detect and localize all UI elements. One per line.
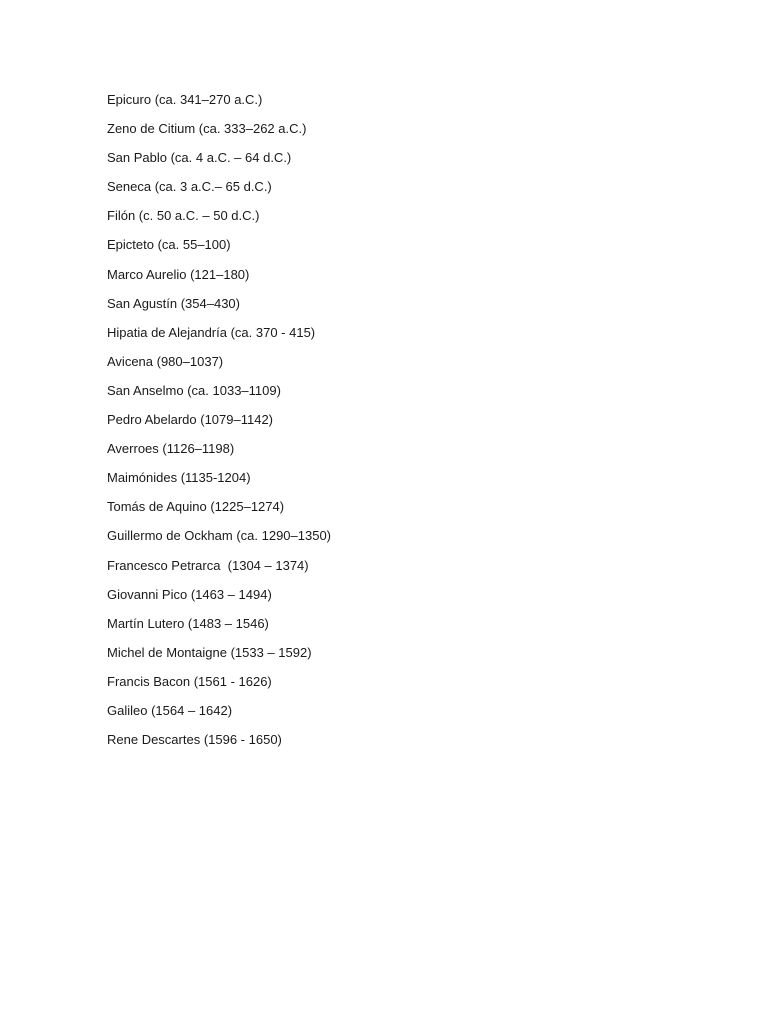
list-item: Epicuro (ca. 341–270 a.C.) — [107, 92, 263, 107]
list-item: Pedro Abelardo (1079–1142) — [107, 412, 273, 428]
list-item: Martín Lutero (1483 – 1546) — [107, 615, 269, 631]
list-item: Francesco Petrarca (1304 – 1374) — [107, 557, 309, 573]
list-item: Seneca (ca. 3 a.C.– 65 d.C.) — [107, 179, 272, 195]
list-item: Maimónides (1135-1204) — [107, 470, 251, 486]
list-item: Rene Descartes (1596 - 1650) — [107, 732, 282, 748]
list-item: Zeno de Citium (ca. 333–262 a.C.) — [107, 121, 307, 137]
philosopher-list — [107, 91, 331, 760]
list-item: San Pablo (ca. 4 a.C. – 64 d.C.) — [107, 150, 292, 166]
list-item: Averroes (1126–1198) — [107, 441, 235, 457]
list-item: San Agustín (354–430) — [107, 295, 240, 311]
list-item: Tomás de Aquino (1225–1274) — [107, 499, 285, 515]
list-item: Epicteto (ca. 55–100) — [107, 237, 231, 253]
list-item: Giovanni Pico (1463 – 1494) — [107, 586, 272, 602]
list-item: Galileo (1564 – 1642) — [107, 702, 233, 718]
list-item: Avicena (980–1037) — [107, 353, 224, 369]
list-item: San Anselmo (ca. 1033–1109) — [107, 382, 281, 398]
list-item: Filón (c. 50 a.C. – 50 d.C.) — [107, 208, 260, 224]
list-item: Michel de Montaigne (1533 – 1592) — [107, 644, 312, 660]
list-item: Francis Bacon (1561 - 1626) — [107, 673, 272, 689]
list-item: Guillermo de Ockham (ca. 1290–1350) — [107, 528, 332, 544]
list-item: Marco Aurelio (121–180) — [107, 266, 250, 282]
list-item: Hipatia de Alejandría (ca. 370 - 415) — [107, 324, 316, 340]
